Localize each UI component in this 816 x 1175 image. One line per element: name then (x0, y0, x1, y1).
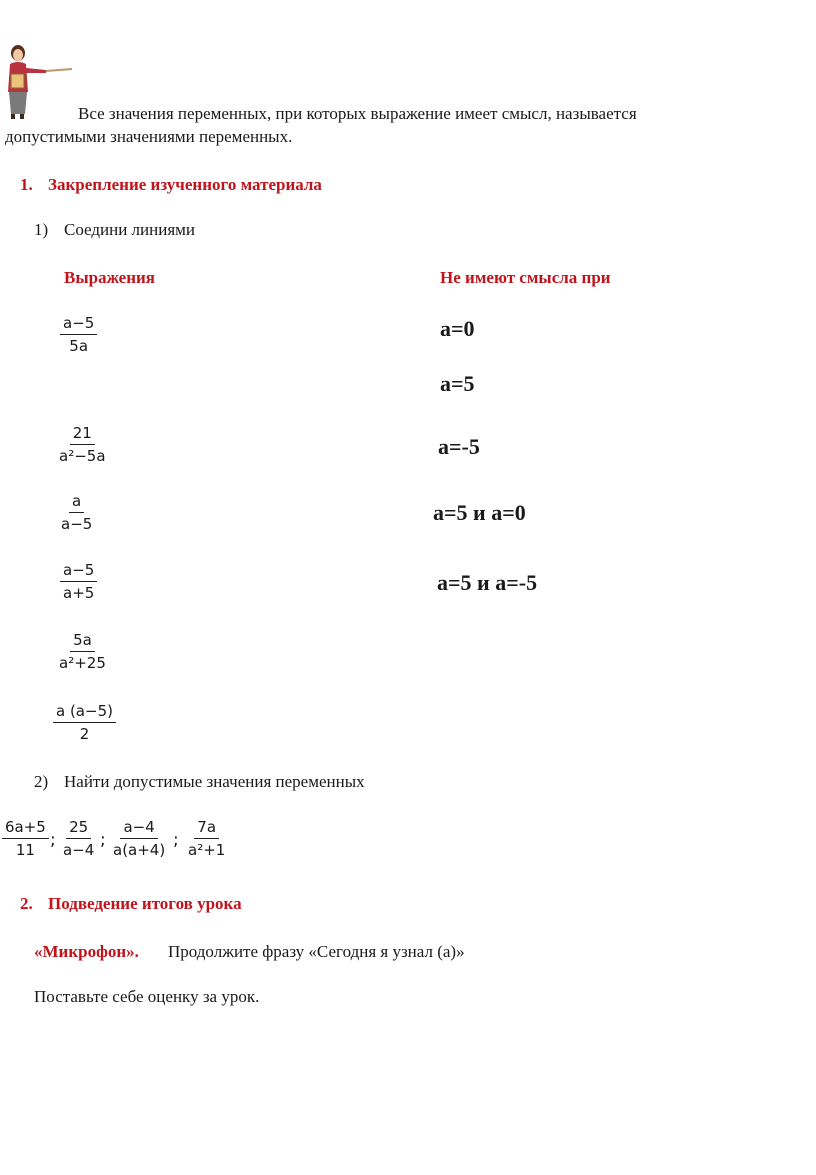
intro-line-2: допустимыми значениями переменных. (5, 127, 293, 146)
condition-item: a=5 и a=-5 (437, 570, 538, 595)
denominator: 11 (15, 841, 35, 859)
denominator: a+5 (63, 584, 95, 602)
expression-fraction (60, 314, 97, 355)
separator: ; (100, 830, 106, 850)
expression-fraction (60, 561, 97, 602)
microphone-label: «Микрофон». (34, 942, 139, 961)
microphone-text: Продолжите фразу «Сегодня я узнал (а)» (168, 942, 465, 961)
numerator: 7a (194, 818, 219, 839)
teacher-illustration (2, 44, 78, 120)
denominator: a(a+4) (113, 841, 166, 859)
condition-item: a=5 (440, 371, 475, 396)
task2-number: 2) (34, 772, 49, 791)
expression-fraction (56, 631, 109, 672)
condition-item: a=0 (440, 316, 475, 341)
denominator: a−5 (61, 515, 93, 533)
intro-line-1: Все значения переменных, при которых выражение имеет смысл, называется (78, 104, 637, 123)
section2-title: Подведение итогов урока (48, 894, 242, 913)
column-header-conditions: Не имеют смысла при (440, 268, 611, 287)
numerator: 21 (70, 424, 95, 445)
denominator: a²+1 (188, 841, 226, 859)
expression-fraction (58, 492, 95, 533)
task2-fraction (60, 818, 97, 859)
denominator: a−4 (63, 841, 95, 859)
numerator: a (a−5) (53, 702, 116, 723)
task2-text: Найти допустимые значения переменных (64, 772, 365, 791)
grade-text: Поставьте себе оценку за урок. (34, 987, 260, 1006)
task2-fraction (2, 818, 49, 859)
expression-fraction (56, 424, 109, 465)
section1-number: 1. (20, 175, 33, 194)
numerator: 5a (70, 631, 95, 652)
numerator: a−4 (120, 818, 157, 839)
numerator: 25 (66, 818, 91, 839)
denominator: 2 (79, 725, 90, 743)
numerator: 6a+5 (2, 818, 49, 839)
task1-number: 1) (34, 220, 49, 239)
condition-item: a=5 и a=0 (433, 500, 526, 525)
numerator: a−5 (60, 561, 97, 582)
column-header-expressions: Выражения (64, 268, 156, 287)
separator: ; (173, 830, 179, 850)
condition-item: a=-5 (438, 434, 480, 459)
denominator: a²+25 (59, 654, 106, 672)
task2-fraction (110, 818, 168, 859)
denominator: 5a (69, 337, 89, 355)
numerator: a−5 (60, 314, 97, 335)
section2-number: 2. (20, 894, 33, 913)
numerator: a (69, 492, 84, 513)
expression-fraction (53, 702, 116, 743)
denominator: a²−5a (59, 447, 106, 465)
task2-fraction (185, 818, 228, 859)
section1-title: Закрепление изученного материала (48, 175, 322, 194)
task1-text: Соедини линиями (64, 220, 196, 239)
separator: ; (50, 830, 56, 850)
